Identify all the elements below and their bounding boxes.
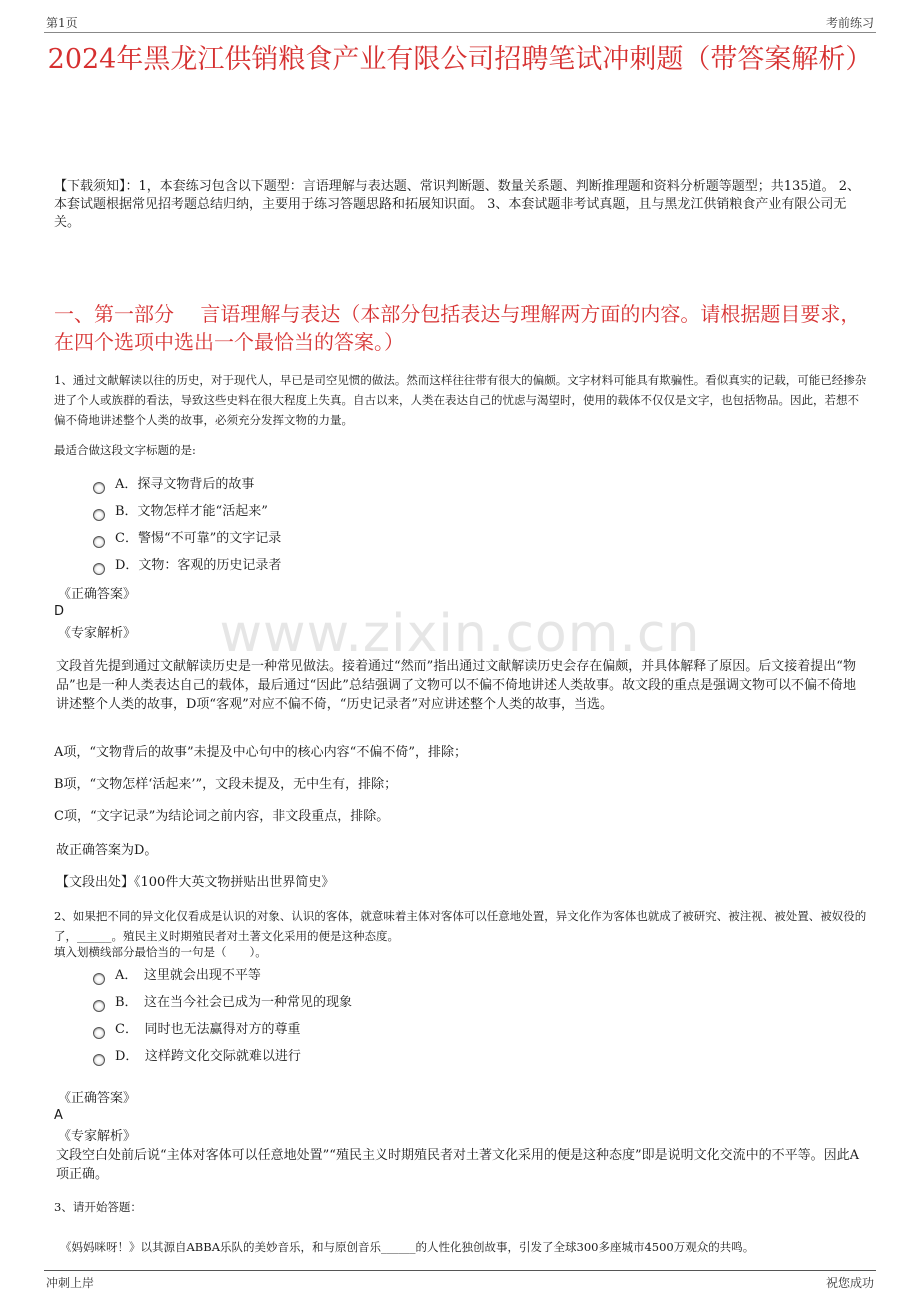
radio-icon[interactable] [93, 973, 105, 985]
q1-stem: 1、通过文献解读以往的历史，对于现代人，早已是司空见惯的做法。然而这样往往带有很大的偏颇。文字材料可能具有欺骗性。看似真实的记载，可能已经掺杂进了个人或族群的看法，导致这些史料在很大程度上失真。自古以来，人类在表达自己的忧虑与渴望时，使用的载体不仅仅是文字，也包括物品。因此，若想不偏不倚地讲述整个人类的故事，必须充分发挥文物的力量。 [54, 373, 867, 427]
radio-icon[interactable] [93, 1000, 105, 1012]
page-number: 第1页 [46, 16, 78, 30]
q1-option-a[interactable] [93, 475, 254, 495]
q3-stem: 3、请开始答题： [54, 1200, 142, 1214]
q1-option-c[interactable] [93, 529, 281, 549]
radio-icon[interactable] [93, 563, 105, 575]
q2-option-d[interactable] [93, 1047, 301, 1067]
watermark: www.zixin.com.cn [219, 604, 701, 664]
radio-icon[interactable] [93, 1054, 105, 1066]
footer-right: 祝您成功 [825, 1276, 874, 1290]
q2-answer: A [54, 1108, 63, 1123]
option-label: C． 同时也无法赢得对方的尊重 [115, 1022, 301, 1037]
q1-answer: D [54, 604, 65, 619]
q1-question: 最适合做这段文字标题的是: [54, 443, 196, 457]
q2-option-a[interactable] [93, 966, 261, 986]
radio-icon[interactable] [93, 482, 105, 494]
footer-left: 冲刺上岸 [46, 1276, 95, 1290]
q2-option-b[interactable] [93, 993, 352, 1013]
q1-option-b[interactable] [93, 502, 268, 522]
q1-analysis-a: A项，“文物背后的故事”未提及中心句中的核心内容“不偏不倚”，排除； [54, 745, 467, 760]
page-header [44, 12, 876, 33]
page-footer [44, 1270, 876, 1293]
q2-option-c[interactable] [93, 1020, 300, 1040]
option-label: A．探寻文物背后的故事 [115, 477, 255, 492]
option-label: B． 这在当今社会已成为一种常见的现象 [115, 995, 353, 1010]
q2-question: 填入划横线部分最恰当的一句是（ ）。 [54, 945, 267, 959]
q1-analysis-c: C项，“文字记录”为结论词之前内容，非文段重点，排除。 [54, 809, 390, 824]
radio-icon[interactable] [93, 536, 105, 548]
q1-analysis-main: 文段首先提到通过文献解读历史是一种常见做法。接着通过“然而”指出通过文献解读历史会存在偏颇，并具体解释了原因。后文接着提出“物品”也是一种人类表达自己的载体，最后通过“因此”总结强调了文物可以不偏不倚地讲述人类故事。故文段的重点是强调文物可以不偏不倚地讲述整个人类的故事，D项“客观”对应不偏不倚，“历史记录者”对应讲述整个人类的故事，当选。 [56, 659, 856, 712]
option-label: B．文物怎样才能“活起来” [115, 504, 268, 519]
download-notice: 【下载须知】：1，本套练习包含以下题型：言语理解与表达题、常识判断题、数量关系题、判断推理题和资料分析题等题型；共135道。 2、本套试题根据常见招考题总结归纳，主要用于练习答题思路和拓展知识面。 3、本套试题非考试真题，且与黑龙江供销粮食产业有限公司无关。 [54, 179, 860, 230]
q1-analysis-conclusion: 故正确答案为D。 [56, 843, 158, 858]
q2-answer-label: 《正确答案》 [58, 1091, 137, 1106]
option-label: D．文物：客观的历史记录者 [115, 558, 282, 573]
q2-stem: 2、如果把不同的异文化仅看成是认识的对象、认识的客体，就意味着主体对客体可以任意地处置，异文化作为客体也就成了被研究、被注视、被处置、被奴役的了，______。殖民主义时期殖民者对土著文化采用的便是这种态度。 [54, 909, 867, 943]
option-label: A． 这里就会出现不平等 [115, 968, 261, 983]
q1-analysis-b: B项，“文物怎样‘活起来’”，文段未提及，无中生有，排除； [54, 777, 398, 792]
q1-analysis-label: 《专家解析》 [58, 626, 137, 641]
q1-option-d[interactable] [93, 556, 281, 576]
radio-icon[interactable] [93, 1027, 105, 1039]
q2-analysis: 文段空白处前后说“主体对客体可以任意地处置”“殖民主义时期殖民者对土著文化采用的便是这种态度”即是说明文化交流中的不平等。因此A项正确。 [56, 1148, 859, 1182]
radio-icon[interactable] [93, 509, 105, 521]
document-title: 2024年黑龙江供销粮食产业有限公司招聘笔试冲刺题（带答案解析） [47, 44, 873, 75]
header-label: 考前练习 [825, 16, 874, 30]
q3-text: 《妈妈咪呀！》以其源自ABBA乐队的美妙音乐，和与原创音乐______的人性化独创故事，引发了全球300多座城市4500万观众的共鸣。 [60, 1240, 755, 1254]
q2-analysis-label: 《专家解析》 [58, 1129, 137, 1144]
q1-source: 【文段出处】《100件大英文物拼贴出世界简史》 [56, 875, 335, 890]
section-heading: 一、第一部分 言语理解与表达（本部分包括表达与理解两方面的内容。请根据题目要求，在四个选项中选出一个最恰当的答案。） [54, 302, 861, 354]
q1-answer-label: 《正确答案》 [58, 587, 137, 602]
option-label: C．警惕“不可靠”的文字记录 [115, 531, 282, 546]
option-label: D． 这样跨文化交际就难以进行 [115, 1049, 301, 1064]
